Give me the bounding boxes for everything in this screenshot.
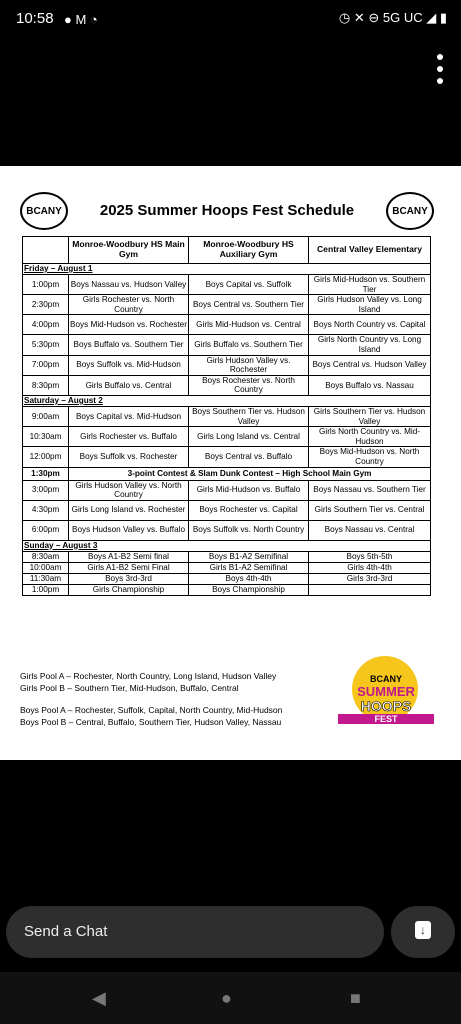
table-row bbox=[23, 375, 431, 395]
boys-pool-a: Boys Pool A – Rochester, Suffolk, Capital, North Country, Mid-Hudson bbox=[20, 705, 283, 715]
fest-logo-word: HOOPS bbox=[360, 698, 412, 714]
schedule-cell: Girls Southern Tier vs. Central bbox=[309, 500, 431, 520]
schedule-cell: 3:00pm bbox=[23, 480, 69, 500]
schedule-image bbox=[0, 166, 461, 760]
schedule-cell: 10:00am bbox=[23, 562, 69, 573]
schedule-cell: Girls Rochester vs. Buffalo bbox=[69, 427, 189, 447]
boys-pools bbox=[20, 704, 282, 728]
table-row bbox=[23, 447, 431, 467]
home-icon[interactable]: ● bbox=[221, 988, 232, 1008]
schedule-cell: 8:30pm bbox=[23, 375, 69, 395]
fest-logo-word: BCANY bbox=[369, 674, 402, 684]
schedule-cell: Girls Hudson Valley vs. Rochester bbox=[189, 355, 309, 375]
schedule-cell: Boys Suffolk vs. Mid-Hudson bbox=[69, 355, 189, 375]
schedule-cell: Girls B1-A2 Semifinal bbox=[189, 562, 309, 573]
schedule-cell: Boys A1-B2 Semi final bbox=[69, 551, 189, 562]
send-chat-input[interactable] bbox=[6, 906, 384, 958]
summer-hoops-fest-logo bbox=[338, 654, 434, 730]
table-row bbox=[23, 562, 431, 573]
table-row bbox=[23, 467, 431, 480]
more-options-icon[interactable] bbox=[437, 54, 443, 90]
schedule-cell: Boys Buffalo vs. Nassau bbox=[309, 375, 431, 395]
schedule-cell: Boys North Country vs. Capital bbox=[309, 315, 431, 335]
schedule-cell: 3-point Contest & Slam Dunk Contest – High School Main Gym bbox=[69, 467, 431, 480]
schedule-cell: Boys Mid-Hudson vs. Rochester bbox=[69, 315, 189, 335]
status-time: 10:58 bbox=[16, 10, 54, 27]
table-row bbox=[23, 406, 431, 426]
schedule-cell: Girls Championship bbox=[69, 584, 189, 595]
status-bar bbox=[0, 0, 461, 38]
schedule-cell: Girls Mid-Hudson vs. Southern Tier bbox=[309, 275, 431, 295]
schedule-cell: Boys Hudson Valley vs. Buffalo bbox=[69, 520, 189, 540]
schedule-cell: 1:30pm bbox=[23, 467, 69, 480]
schedule-cell: 4:30pm bbox=[23, 500, 69, 520]
schedule-cell: Boys Capital vs. Suffolk bbox=[189, 275, 309, 295]
schedule-table bbox=[22, 236, 431, 596]
schedule-cell: Boys Rochester vs. North Country bbox=[189, 375, 309, 395]
schedule-cell: Boys 5th-5th bbox=[309, 551, 431, 562]
schedule-cell: 7:00pm bbox=[23, 355, 69, 375]
schedule-cell: Girls North Country vs. Mid-Hudson bbox=[309, 427, 431, 447]
schedule-cell: Girls North Country vs. Long Island bbox=[309, 335, 431, 355]
table-row bbox=[23, 355, 431, 375]
table-row bbox=[23, 480, 431, 500]
table-row bbox=[23, 551, 431, 562]
schedule-cell: Girls 4th-4th bbox=[309, 562, 431, 573]
fest-logo-word: FEST bbox=[338, 714, 434, 724]
schedule-cell: Girls Buffalo vs. Southern Tier bbox=[189, 335, 309, 355]
schedule-header bbox=[20, 192, 434, 232]
schedule-cell: Boys Buffalo vs. Southern Tier bbox=[69, 335, 189, 355]
table-row bbox=[23, 573, 431, 584]
schedule-cell: Boys Central vs. Hudson Valley bbox=[309, 355, 431, 375]
schedule-cell: Girls Southern Tier vs. Hudson Valley bbox=[309, 406, 431, 426]
table-row bbox=[23, 335, 431, 355]
schedule-cell: 4:00pm bbox=[23, 315, 69, 335]
schedule-cell: 6:00pm bbox=[23, 520, 69, 540]
schedule-cell: Boys Suffolk vs. Rochester bbox=[69, 447, 189, 467]
schedule-cell: Monroe-Woodbury HS Auxiliary Gym bbox=[189, 237, 309, 264]
table-row bbox=[23, 520, 431, 540]
schedule-cell: Girls Long Island vs. Rochester bbox=[69, 500, 189, 520]
schedule-cell: Boys Rochester vs. Capital bbox=[189, 500, 309, 520]
schedule-cell: Boys B1-A2 Semifinal bbox=[189, 551, 309, 562]
schedule-cell: Boys Championship bbox=[189, 584, 309, 595]
schedule-cell: 11:30am bbox=[23, 573, 69, 584]
android-nav-bar bbox=[0, 972, 461, 1024]
schedule-cell: Girls Hudson Valley vs. Long Island bbox=[309, 295, 431, 315]
schedule-cell: Girls Buffalo vs. Central bbox=[69, 375, 189, 395]
schedule-cell: Girls Hudson Valley vs. North Country bbox=[69, 480, 189, 500]
schedule-cell: Boys Nassau vs. Southern Tier bbox=[309, 480, 431, 500]
table-row bbox=[23, 275, 431, 295]
schedule-title: 2025 Summer Hoops Fest Schedule bbox=[99, 202, 355, 219]
day-row bbox=[23, 395, 431, 406]
schedule-cell: Boys 3rd-3rd bbox=[69, 573, 189, 584]
schedule-cell: 12:00pm bbox=[23, 447, 69, 467]
schedule-cell: 5:30pm bbox=[23, 335, 69, 355]
save-to-gallery-button[interactable] bbox=[391, 906, 455, 958]
schedule-cell: Boys Suffolk vs. North Country bbox=[189, 520, 309, 540]
schedule-cell: Friday – August 1 bbox=[23, 264, 431, 275]
schedule-cell: Central Valley Elementary bbox=[309, 237, 431, 264]
schedule-cell: 1:00pm bbox=[23, 275, 69, 295]
schedule-cell bbox=[309, 584, 431, 595]
back-icon[interactable]: ◀ bbox=[92, 988, 106, 1008]
schedule-cell: 8:30am bbox=[23, 551, 69, 562]
schedule-cell: Girls A1-B2 Semi Final bbox=[69, 562, 189, 573]
schedule-cell: Girls 3rd-3rd bbox=[309, 573, 431, 584]
schedule-cell: 2:30pm bbox=[23, 295, 69, 315]
bcany-logo-left: BCANY bbox=[20, 192, 68, 230]
schedule-cell: Sunday – August 3 bbox=[23, 540, 431, 551]
schedule-cell: Girls Long Island vs. Central bbox=[189, 427, 309, 447]
day-row bbox=[23, 264, 431, 275]
schedule-cell: Boys 4th-4th bbox=[189, 573, 309, 584]
schedule-cell: Boys Central vs. Southern Tier bbox=[189, 295, 309, 315]
day-row bbox=[23, 540, 431, 551]
table-row bbox=[23, 295, 431, 315]
notification-icons: ● M ◔ bbox=[64, 12, 98, 27]
boys-pool-b: Boys Pool B – Central, Buffalo, Southern Tier, Hudson Valley, Nassau bbox=[20, 717, 282, 727]
schedule-cell: Boys Mid-Hudson vs. North Country bbox=[309, 447, 431, 467]
girls-pool-a: Girls Pool A – Rochester, North Country, Long Island, Hudson Valley bbox=[20, 671, 277, 681]
download-icon: ↓ bbox=[415, 921, 431, 939]
schedule-cell: Boys Southern Tier vs. Hudson Valley bbox=[189, 406, 309, 426]
system-status-icons: ◷ ✕ ⊖ 5G UC ◢ ▮ bbox=[338, 10, 447, 25]
schedule-cell: 9:00am bbox=[23, 406, 69, 426]
table-row bbox=[23, 315, 431, 335]
schedule-cell: 1:00pm bbox=[23, 584, 69, 595]
schedule-cell: Boys Central vs. Buffalo bbox=[189, 447, 309, 467]
fest-logo-word: SUMMER bbox=[357, 684, 415, 699]
schedule-cell: Boys Nassau vs. Hudson Valley bbox=[69, 275, 189, 295]
girls-pools bbox=[20, 670, 276, 694]
bcany-logo-right: BCANY bbox=[386, 192, 434, 230]
schedule-cell: Saturday – August 2 bbox=[23, 395, 431, 406]
chat-placeholder: Send a Chat bbox=[24, 923, 108, 940]
recents-icon[interactable]: ■ bbox=[350, 988, 361, 1008]
schedule-cell: 10:30am bbox=[23, 427, 69, 447]
schedule-cell bbox=[23, 237, 69, 264]
schedule-cell: Girls Rochester vs. North Country bbox=[69, 295, 189, 315]
girls-pool-b: Girls Pool B – Southern Tier, Mid-Hudson, Buffalo, Central bbox=[20, 683, 239, 693]
schedule-cell: Girls Mid-Hudson vs. Buffalo bbox=[189, 480, 309, 500]
table-row bbox=[23, 584, 431, 595]
schedule-cell: Boys Nassau vs. Central bbox=[309, 520, 431, 540]
table-row bbox=[23, 500, 431, 520]
table-row bbox=[23, 427, 431, 447]
schedule-cell: Girls Mid-Hudson vs. Central bbox=[189, 315, 309, 335]
header-row bbox=[23, 237, 431, 264]
schedule-cell: Boys Capital vs. Mid-Hudson bbox=[69, 406, 189, 426]
schedule-cell: Monroe-Woodbury HS Main Gym bbox=[69, 237, 189, 264]
